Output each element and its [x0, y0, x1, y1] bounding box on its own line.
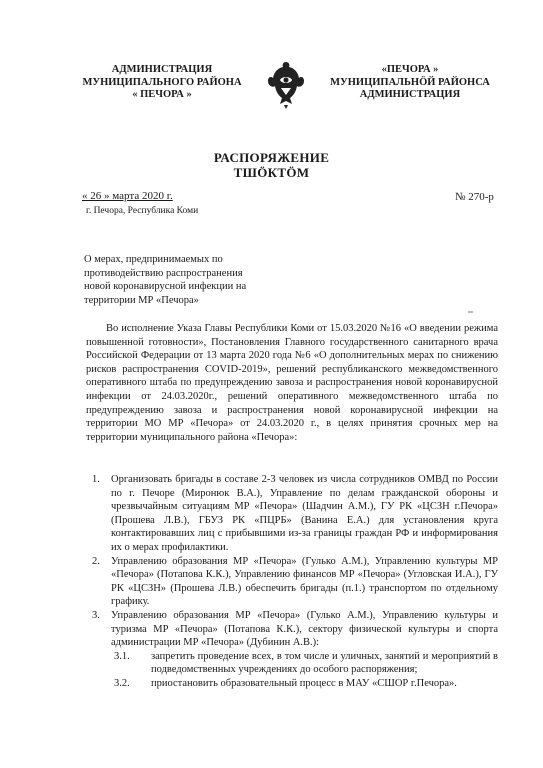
document-title-ru: РАСПОРЯЖЕНИЕ	[213, 150, 330, 165]
header-left-block	[72, 64, 252, 102]
subject-line: территории МР «Печора»	[84, 294, 199, 306]
scan-mark	[468, 311, 473, 313]
header-right-line: МУНИЦИПАЛЬНÖЙ РАЙОНСА	[330, 76, 490, 88]
subject-line: новой коронавирусной инфекции на	[84, 281, 247, 293]
document-title	[0, 150, 543, 180]
document-subject	[84, 253, 284, 307]
preamble-paragraph	[86, 322, 498, 444]
list-item-text: Управлению образования МР «Печора» (Гулько А.М.), Управлению культуры МР «Печора» (Потапова К.К.), Управлению финансов МР «Печора» (Угловская И.А.), ГУ РК «ЦСЗН» (Прошева Л.В.) обеспечить бригады (п.1.) транспортом по отдельному графику.	[111, 555, 498, 608]
header-left-line: МУНИЦИПАЛЬНОГО РАЙОНА	[82, 76, 242, 88]
list-item-text: Управлению образования МР «Печора» (Гулько А.М.), Управлению культуры и туризма МР «Печора» (Потапова К.К.), сектору физической культуры и спорта администрации МР «Печора» (Дубинин А.В.):	[111, 609, 498, 649]
komi-coat-of-arms-icon	[266, 58, 306, 110]
header-right-line: «ПЕЧОРА »	[381, 64, 439, 75]
list-item-number: 3.	[92, 609, 100, 621]
sub-list-item-text: приостановить образовательный процесс в МАУ «СШОР г.Печора».	[151, 677, 457, 689]
header-left-line: « ПЕЧОРА »	[132, 89, 192, 100]
header-right-block	[320, 64, 500, 102]
sub-list-item-number: 3.2.	[114, 677, 130, 689]
list-item	[86, 555, 498, 609]
header-left-line: АДМИНИСТРАЦИЯ	[111, 64, 213, 75]
document-date	[82, 190, 173, 202]
document-title-komi: ТШÖКТÖМ	[233, 165, 310, 180]
sub-list-item-number: 3.1.	[114, 650, 130, 662]
preamble-text: Во исполнение Указа Главы Республики Коми от 15.03.2020 №16 «О введении режима повышенной готовности», Постановления Главного государственного санитарного врача Российской Федерации от 13 марта 2020 года №6 «О дополнительных мерах по снижению рисков распространения COVID-2019», решений республиканского межведомственного оперативного штаба по предупреждению завоза и распространения новой коронавирусной инфекции от 24.03.2020г., решений оперативного межведомственного штаба по предупреждению завоза и распространения новой коронавирусной инфекции на территории МО МР «Печора» от 24.03.2020 г., в целях принятия срочных мер на территории муниципального района «Печора»:	[86, 323, 498, 443]
document-date-text: « 26 » марта 2020 г.	[82, 190, 173, 202]
sub-items-list	[111, 650, 498, 691]
list-item-text: Организовать бригады в составе 2-3 человек из числа сотрудников ОМВД по России по г. Печоре (Миронюк В.А.), Управление по делам гражданской обороны и чрезвычайным ситуациям МР «Печора» (Шадчин А.М.), ГУ РК «ЦСЗН г.Печора» (Прошева Л.В.), ГБУЗ РК «ПЦРБ» (Ванина Е.А.) для установления круга контактировавших лиц с прибывшими из-за границы граждан РФ и информирования их о мерах профилактики.	[111, 474, 498, 553]
header-right-line: АДМИНИСТРАЦИЯ	[359, 89, 461, 100]
sub-list-item	[111, 650, 498, 677]
sub-list-item-text: запретить проведение всех, в том числе и уличных, занятий и мероприятий в подведомственных учреждениях до особого распоряжения;	[151, 650, 498, 676]
order-items-list	[86, 473, 498, 691]
subject-line: О мерах, предпринимаемых по	[84, 254, 223, 265]
list-item-number: 1.	[92, 474, 100, 485]
sub-list-item	[111, 677, 498, 691]
subject-line: противодействию распространения	[84, 267, 243, 279]
document-place: г. Печора, Республика Коми	[86, 206, 199, 216]
document-number: № 270-р	[455, 191, 494, 203]
list-item	[86, 473, 498, 555]
list-item-number: 2.	[92, 555, 100, 567]
list-item	[86, 609, 498, 691]
